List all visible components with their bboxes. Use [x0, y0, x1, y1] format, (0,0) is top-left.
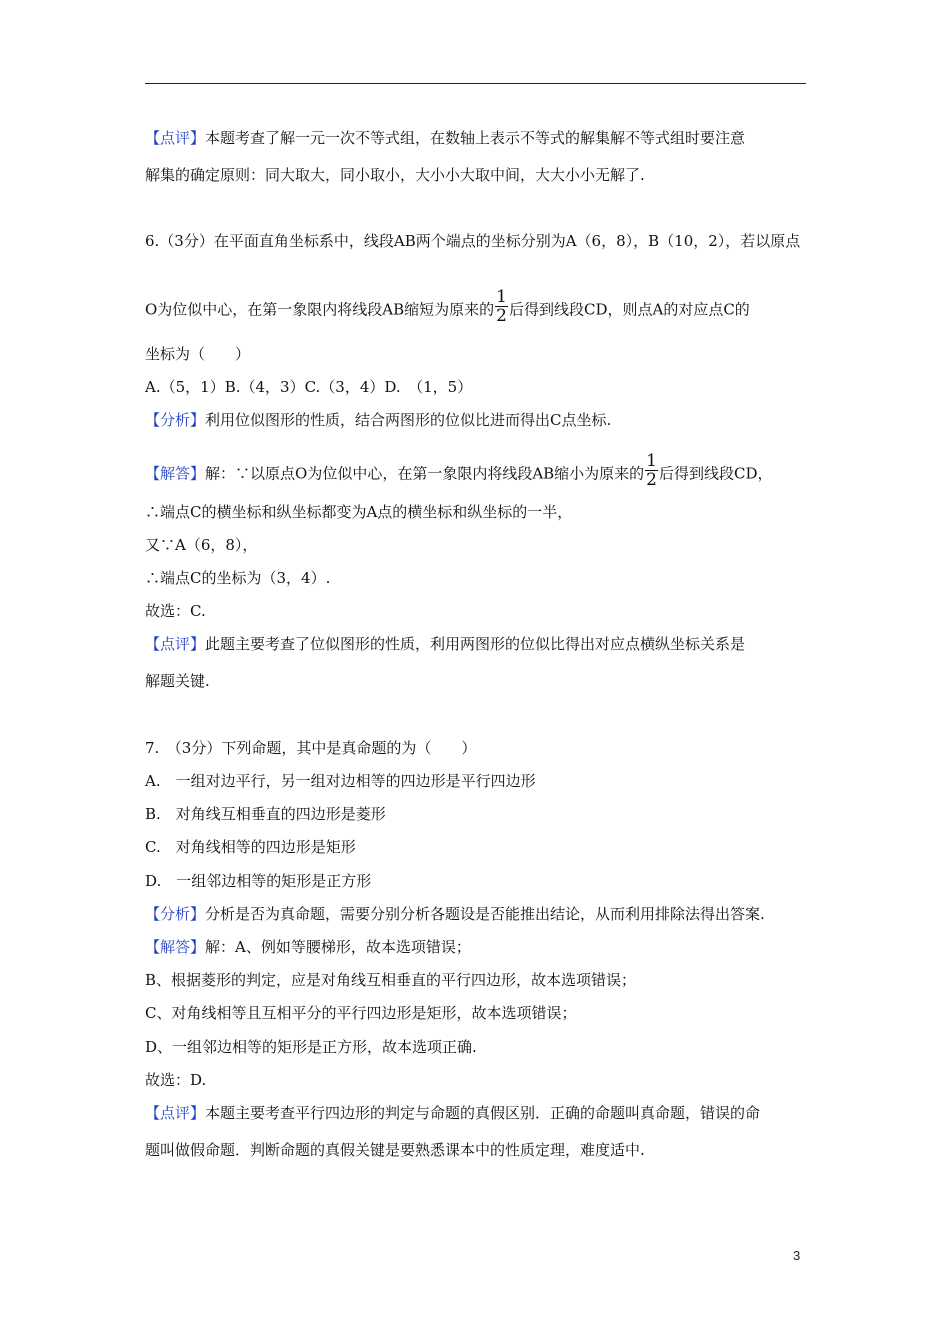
- review-tag: 【点评】: [145, 1104, 206, 1122]
- q6-answer-line1: 【解答】解：∵以原点O为位似中心，在第一象限内将线段AB缩小为原来的 $\frac{1}{2}$ 后得到线段CD，: [145, 451, 773, 490]
- q7-answer-line2: B、根据菱形的判定，应是对角线互相垂直的平行四边形，故本选项错误；: [145, 971, 637, 989]
- q7-review-line2: 题叫做假命题．判断命题的真假关键是要熟悉课本中的性质定理，难度适中.: [145, 1141, 645, 1159]
- q6-answer-line2: ∴端点C的横坐标和纵坐标都变为A点的横坐标和纵坐标的一半，: [145, 503, 573, 521]
- q6-choose: 故选：C.: [145, 602, 206, 620]
- q6-answer-line3: 又∵A（6，8），: [145, 536, 258, 554]
- q6-analysis: 【分析】利用位似图形的性质，结合两图形的位似比进而得出C点坐标.: [145, 411, 612, 429]
- q6-answer-line4: ∴端点C的坐标为（3，4）.: [145, 569, 331, 587]
- prev-review-line2: 解集的确定原则：同大取大，同小取小，大小小大取中间，大大小小无解了.: [145, 166, 645, 184]
- q7-answer-line4: D、一组邻边相等的矩形是正方形，故本选项正确.: [145, 1038, 477, 1056]
- fraction-one-half: $\frac{1}{2}$: [646, 451, 657, 490]
- q7-stem: 7. （3分）下列命题，其中是真命题的为（ ）: [145, 739, 477, 757]
- analysis-tag: 【分析】: [145, 411, 206, 429]
- answer-tag: 【解答】: [145, 464, 206, 483]
- q7-analysis: 【分析】分析是否为真命题，需要分别分析各题设是否能推出结论，从而利用排除法得出答案.: [145, 905, 765, 923]
- q7-option-b: B. 对角线互相垂直的四边形是菱形: [145, 805, 386, 823]
- q6-stem-line3: 坐标为（ ）: [145, 345, 251, 363]
- q7-answer-line1: 【解答】解：A、例如等腰梯形，故本选项错误；: [145, 938, 471, 956]
- q6-options: A.（5，1）B.（4，3）C.（3，4）D. （1，5）: [145, 378, 473, 396]
- review-tag: 【点评】: [145, 635, 206, 653]
- review-tag: 【点评】: [145, 129, 206, 147]
- fraction-one-half: $\frac{1}{2}$: [496, 287, 507, 326]
- q6-stem-line2: O为位似中心，在第一象限内将线段AB缩短为原来的 $\frac{1}{2}$ 后得到线段CD，则点A的对应点C的: [145, 287, 750, 326]
- prev-review-line1: 【点评】本题考查了解一元一次不等式组，在数轴上表示不等式的解集解不等式组时要注意: [145, 129, 746, 147]
- q6-stem-line1: 6.（3分）在平面直角坐标系中，线段AB两个端点的坐标分别为A（6，8），B（10，2），若以原点: [145, 232, 801, 250]
- analysis-tag: 【分析】: [145, 905, 206, 923]
- answer-tag: 【解答】: [145, 938, 206, 956]
- q7-choose: 故选：D.: [145, 1071, 207, 1089]
- q7-review-line1: 【点评】本题主要考查平行四边形的判定与命题的真假区别．正确的命题叫真命题，错误的命: [145, 1104, 761, 1122]
- q7-option-c: C. 对角线相等的四边形是矩形: [145, 838, 356, 856]
- q6-review-line1: 【点评】此题主要考查了位似图形的性质，利用两图形的位似比得出对应点横纵坐标关系是: [145, 635, 746, 653]
- page-number: 3: [793, 1248, 801, 1263]
- header-rule: [145, 83, 806, 84]
- q7-option-a: A. 一组对边平行，另一组对边相等的四边形是平行四边形: [145, 772, 536, 790]
- q7-answer-line3: C、对角线相等且互相平分的平行四边形是矩形，故本选项错误；: [145, 1004, 577, 1022]
- q6-review-line2: 解题关键.: [145, 672, 210, 690]
- q7-option-d: D. 一组邻边相等的矩形是正方形: [145, 872, 372, 890]
